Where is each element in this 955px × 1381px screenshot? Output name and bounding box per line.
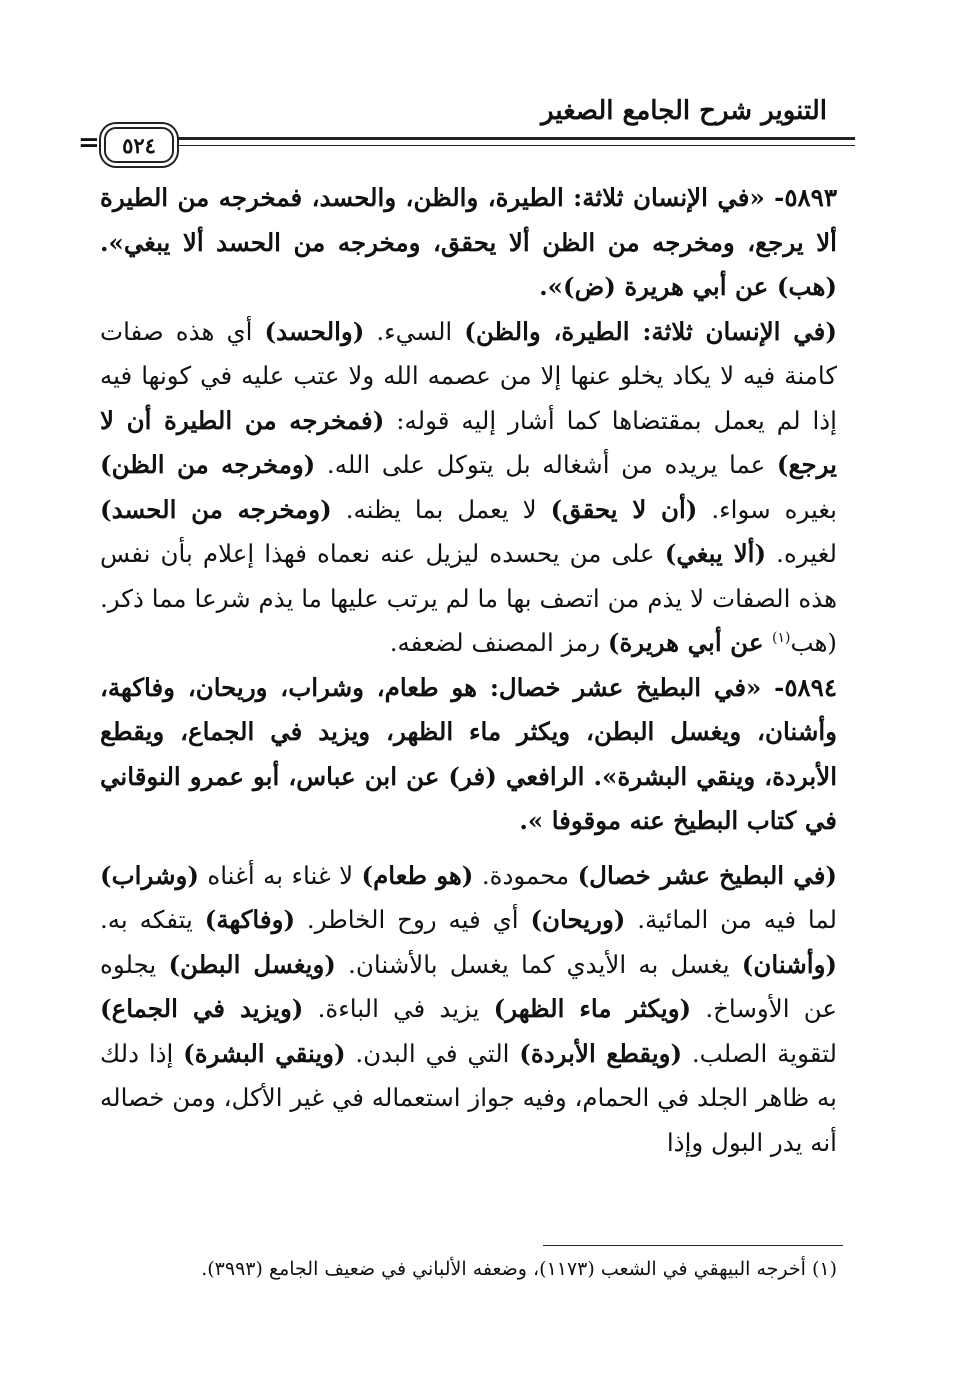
header-rule-thin [150, 145, 855, 146]
bold-phrase: (ومخرجه من الظن) [100, 450, 316, 479]
commentary-text: عما يريده من أشغاله بل يتوكل على الله. [315, 450, 777, 479]
commentary-text: يجلوه عن الأوساخ. [100, 949, 838, 1023]
commentary-text: يتفكه به. [100, 905, 205, 934]
commentary-text: لغيره. [766, 539, 837, 568]
running-title: التنوير شرح الجامع الصغير [541, 96, 827, 126]
bold-phrase: (ويغسل البطن) [168, 949, 336, 979]
bold-phrase: (وفاكهة) [204, 905, 296, 934]
hadith-text: ٥٨٩٣- «في الإنسان ثلاثة: الطيرة، والظن، والحسد، فمخرجه من الطيرة ألا يرجع، ومخرجه من الظن ألا يحقق، ومخرجه من الحسد ألا يبغي». (هب) عن أبي هريرة (ض)». [100, 183, 837, 301]
bold-phrase: (وينقي البشرة) [183, 1038, 346, 1068]
bold-phrase: (فمخرجه من الطيرة أن لا يرجع) [100, 405, 837, 479]
commentary-text: يزيد في الباءة. [303, 994, 494, 1023]
bold-phrase: (والحسد) [264, 316, 365, 346]
bold-phrase: (وريحان) [530, 905, 626, 934]
header-rule [150, 137, 855, 140]
bold-phrase: (وشراب) [100, 860, 199, 890]
commentary-text: لا غناء به أغناه [198, 860, 362, 890]
commentary-text: السيء. [364, 316, 465, 346]
bold-phrase: (أن لا يحقق) [550, 494, 698, 524]
footnote: (١) أخرجه البيهقي في الشعب (١١٧٣)، وضعفه الألباني في ضعيف الجامع (٣٩٩٣). [201, 1258, 837, 1280]
bold-phrase: عن أبي هريرة) [607, 628, 772, 657]
bold-phrase: (ومخرجه من الحسد) [100, 494, 332, 524]
bold-phrase: (ألا يبغي) [664, 539, 767, 568]
commentary-text: أي فيه روح الخاطر. [295, 905, 531, 934]
commentary-text: محمودة. [473, 860, 578, 890]
bold-phrase: (ويكثر ماء الظهر) [493, 994, 692, 1023]
bold-phrase: (وأشنان) [741, 949, 837, 979]
body-text [100, 176, 837, 1165]
page-number: ٥٢٤ [104, 127, 174, 163]
bold-phrase: (في الإنسان ثلاثة: الطيرة، والظن) [464, 316, 837, 346]
commentary-text: يغسل به الأيدي كما يغسل بالأشنان. [335, 949, 742, 979]
commentary-text: التي في البدن. [345, 1038, 520, 1068]
bold-phrase: (ويقطع الأبردة) [519, 1038, 683, 1068]
commentary-text: إذا دلك به ظاهر الجلد في الحمام، وفيه جواز استعماله في غير الأكل، ومن خصاله أنه يدر البول وإذا [100, 1038, 837, 1157]
commentary-text: لتقوية الصلب. [682, 1038, 837, 1068]
commentary-text: بغيره سواء. [697, 494, 837, 524]
bold-phrase: (هو طعام) [361, 860, 474, 890]
commentary-text: لما فيه من المائية. [625, 905, 838, 934]
bold-phrase: (في البطيخ عشر خصال) [577, 860, 838, 890]
bold-phrase: (ويزيد في الجماع) [100, 994, 304, 1023]
footnote-rule [543, 1245, 843, 1246]
commentary-text: لا يعمل بما يظنه. [331, 494, 551, 524]
commentary-text: رمز المصنف لضعفه. [389, 628, 608, 657]
footnote-ref: (١) [771, 629, 791, 646]
commentary-text: أي هذه صفات كامنة فيه لا يكاد يخلو عنها إلا من عصمه الله ولا عتب عليه في كونها فيه إذا لم يعمل بمقتضاها كما أشار إليه قوله: [100, 316, 837, 435]
commentary-text: على من يحسده ليزيل عنه نعماه فهذا إعلام بأن نفس هذه الصفات لا يذم من اتصف بها ما لم يرتب عليها ما يذم شرعا مما ذكر. (هب [100, 539, 837, 657]
commentary-paragraph [100, 310, 837, 666]
page-marker: = [78, 128, 100, 158]
hadith-text: ٥٨٩٤- «في البطيخ عشر خصال: هو طعام، وشراب، وريحان، وفاكهة، وأشنان، ويغسل البطن، ويكثر ماء الظهر، ويزيد في الجماع، ويقطع الأبردة، وينقي البشرة». الرافعي (فر) عن ابن عباس، أبو عمرو النوقاني في كتاب البطيخ عنه موقوفا ». [100, 672, 837, 835]
commentary-paragraph [100, 854, 837, 1166]
